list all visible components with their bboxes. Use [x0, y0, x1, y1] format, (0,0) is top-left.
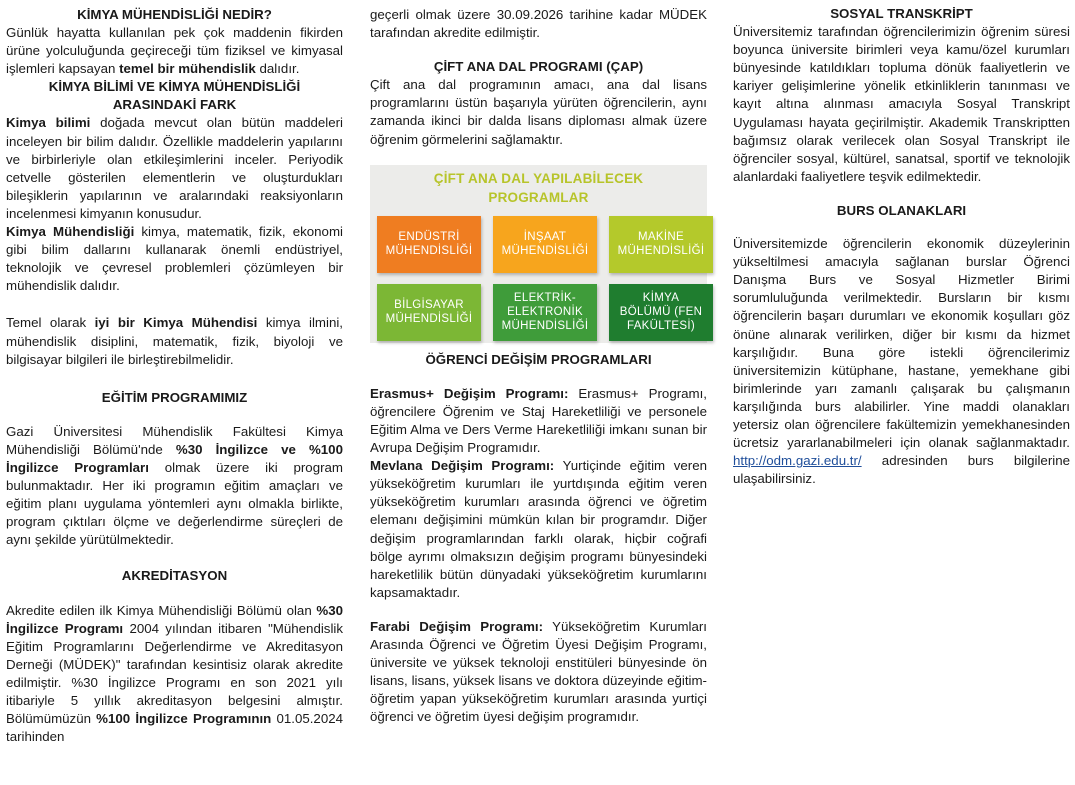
- burs-title: BURS OLANAKLARI: [836, 202, 967, 218]
- column-right: [733, 0, 1070, 488]
- akreditasyon-title: AKREDİTASYON: [121, 568, 228, 584]
- program-tile-kimya: KİMYA BÖLÜMÜ (FEN FAKÜLTESİ): [609, 284, 713, 341]
- akreditasyon-paragraph: Akredite edilen ilk Kimya Mühendisliği Bölümü olan %30 İngilizce Programı 2004 yılından itibaren "Mühendislik Eğitim Programlarını Değerlendirme ve Akreditasyon Derneği (MÜDEK)" tarafından kesintisiz olarak akredite edilmiştir. %30 İngilizce Programı en son 2021 yılı itibariyle 5 yıllık akreditasyon belgesini almıştır. Bölümümüzün %100 İngilizce Programının 01.05.2024 tarihinden: [6, 602, 344, 745]
- fark-bilim-paragraph: Kimya bilimi doğada mevcut olan bütün maddeleri inceleyen bir bilim dalıdır. Özellikle maddelerin yapılarını ve birbirleriyle olan etkileşimlerini inceler. Periyodik cetvelle gösterilen elementlerin ve oluşturdukları bileşiklerin yapılarının ve aralarındaki reaksiyonların incelenmesi kimyanın konusudur.: [6, 115, 344, 221]
- kimya-title: KİMYA MÜHENDİSLİĞİ NEDİR?: [77, 6, 272, 22]
- fark-muh-paragraph: Kimya Mühendisliği kimya, matematik, fizik, ekonomi gibi bilim dallarını kullanarak önemli endüstriyel, teknolojik ve çevresel problemleri çözümleyen bir mühendislik dalıdır.: [6, 224, 343, 294]
- program-tile-endustri: ENDÜSTRİ MÜHENDİSLİĞİ: [377, 216, 481, 273]
- program-tile-insaat: İNŞAAT MÜHENDİSLİĞİ: [493, 216, 597, 273]
- ogrenci-degisim-title: ÖĞRENCİ DEĞİŞİM PROGRAMLARI: [425, 351, 652, 367]
- program-tiles: [377, 216, 705, 341]
- column-left: [6, 0, 343, 746]
- mevlana-paragraph: Mevlana Değişim Programı: Yurtiçinde eğitim veren yükseköğretim kurumları ile yurtdışında eğitim veren yükseköğretim kurumları arasında öğrenci ve öğretim elemanı değişimini mümkün kılan bir programdır. Diğer değişim programlarından farklı olarak, hiçbir coğrafi bölge ayrımı olmaksızın değişim programı bünyesindeki hareketlilik bütün dünyadaki yükseköğretim kurumlarını kapsamaktadır.: [370, 458, 707, 600]
- burs-paragraph: Üniversitemizde öğrencilerin ekonomik düzeylerinin yükseltilmesi amacıyla sağlanan burslar Öğrenci Danışma Burs ve Sosyal Hizmetler Birimi sorumluluğunda verilmektedir. Bursların bir kısmı öğrencilerin başarı durumları ve ekonomik koşulları göz önüne alınarak verilirken, diğer bir kısmı da hizmet karşılığıdır. Buna göre istekli öğrencilerimiz üniversitemizin kütüphane, hastane, yemekhane gibi birimlerinde yarı zamanlı çalışarak bu çalışmanın karşılığında burs alabilirler. Yine maddi olanakları yetersiz olan öğrencilere fakültemizin yemekhanesinden ücretsiz yararlanabilmeleri için olanak sağlanmaktadır. http://odm.gazi.edu.tr/ adresinden burs bilgilerine ulaşabilirsiniz.: [733, 236, 1070, 487]
- fark-title: KİMYA BİLİMİ VE KİMYA MÜHENDİSLİĞİ ARASINDAKİ FARK: [48, 79, 301, 113]
- column-middle: [370, 0, 707, 726]
- program-tile-bilgisayar: BİLGİSAYAR MÜHENDİSLİĞİ: [377, 284, 481, 341]
- akreditasyon-continued: geçerli olmak üzere 30.09.2026 tarihine kadar MÜDEK tarafından akredite edilmiştir.: [370, 7, 707, 41]
- temel-paragraph: Temel olarak iyi bir Kimya Mühendisi kimya ilmini, mühendislik disiplini, matematik, fizik, biyoloji ve bilgisayar bilgileri ile birleştirebilmelidir.: [6, 315, 343, 367]
- kimya-paragraph: Günlük hayatta kullanılan pek çok maddenin fikirden ürüne yolculuğunda geçireceği tüm fiziksel ve kimyasal işlemleri kapsayan temel bir mühendislik dalıdır.: [6, 25, 343, 77]
- cap-title: ÇİFT ANA DAL PROGRAMI (ÇAP): [433, 59, 644, 75]
- cap-paragraph: Çift ana dal programının amacı, ana dal lisans programlarını üstün başarıyla yürüten öğrencilerin, aynı zamanda ikinci bir dalda lisans diploması almak üzere öğrenim görmelerini sağlamaktır.: [370, 77, 707, 147]
- egitim-paragraph: Gazi Üniversitesi Mühendislik Fakültesi Kimya Mühendisliği Bölümü'nde %30 İngilizce ve %100 İngilizce Programları olmak üzere iki program bulunmaktadır. Her iki programın eğitim amaçları ve eğitim planı uygulama yöntemleri aynı olmakla birlikte, program çıktıları ölçme ve değerlendirme süreçleri de aynı şekilde yürütülmektedir.: [6, 423, 343, 548]
- cap-programs-banner: [370, 165, 707, 343]
- farabi-paragraph: Farabi Değişim Programı: Yükseköğretim Kurumları Arasında Öğrenci ve Öğretim Üyesi Değişim Programı, üniversite ve yüksek teknoloji enstitüleri bünyesinde ön lisans, lisans, yüksek lisans ve doktora düzeyinde eğitim-öğretim yapan yükseköğretim kurumları arasında yurtiçi öğrenci ve öğretim üyesi değişim programıdır.: [370, 618, 707, 725]
- banner-title: ÇİFT ANA DAL YAPILABİLECEK PROGRAMLAR: [433, 170, 644, 205]
- sosyal-transkript-paragraph: Üniversitemiz tarafından öğrencilerimizin öğrenim süresi boyunca üniversite birimleri veya kamu/özel kurumları bünyesinde katıldıkları topluma dönük faaliyetlerin ve kariyer gelişimlerine yönelik etkinliklerin tanınması ve kayıt altına alınması amacıyla Sosyal Transkript Uygulaması hayata geçirilmiştir. Akademik Transkriptten bağımsız olarak verilecek olan Sosyal Transkript ile öğrenciler sosyal, kültürel, sanatsal, sportif ve teknolojik alanlardaki faaliyetlere teşvik edilmektedir.: [733, 24, 1070, 184]
- erasmus-paragraph: Erasmus+ Değişim Programı: Erasmus+ Programı, öğrencilere Öğrenim ve Staj Hareketliliği ve personele Eğitim Alma ve Ders Verme Hareketliliği imkanı sunan bir Avrupa Değişim Programıdır.: [370, 385, 708, 456]
- burs-link[interactable]: http://odm.gazi.edu.tr/: [733, 453, 862, 469]
- sosyal-transkript-title: SOSYAL TRANSKRİPT: [830, 6, 973, 21]
- egitim-title: EĞİTİM PROGRAMIMIZ: [101, 389, 248, 405]
- program-tile-makine: MAKİNE MÜHENDİSLİĞİ: [609, 216, 713, 273]
- program-tile-elektrik: ELEKTRİK- ELEKTRONİK MÜHENDİSLİĞİ: [493, 284, 597, 341]
